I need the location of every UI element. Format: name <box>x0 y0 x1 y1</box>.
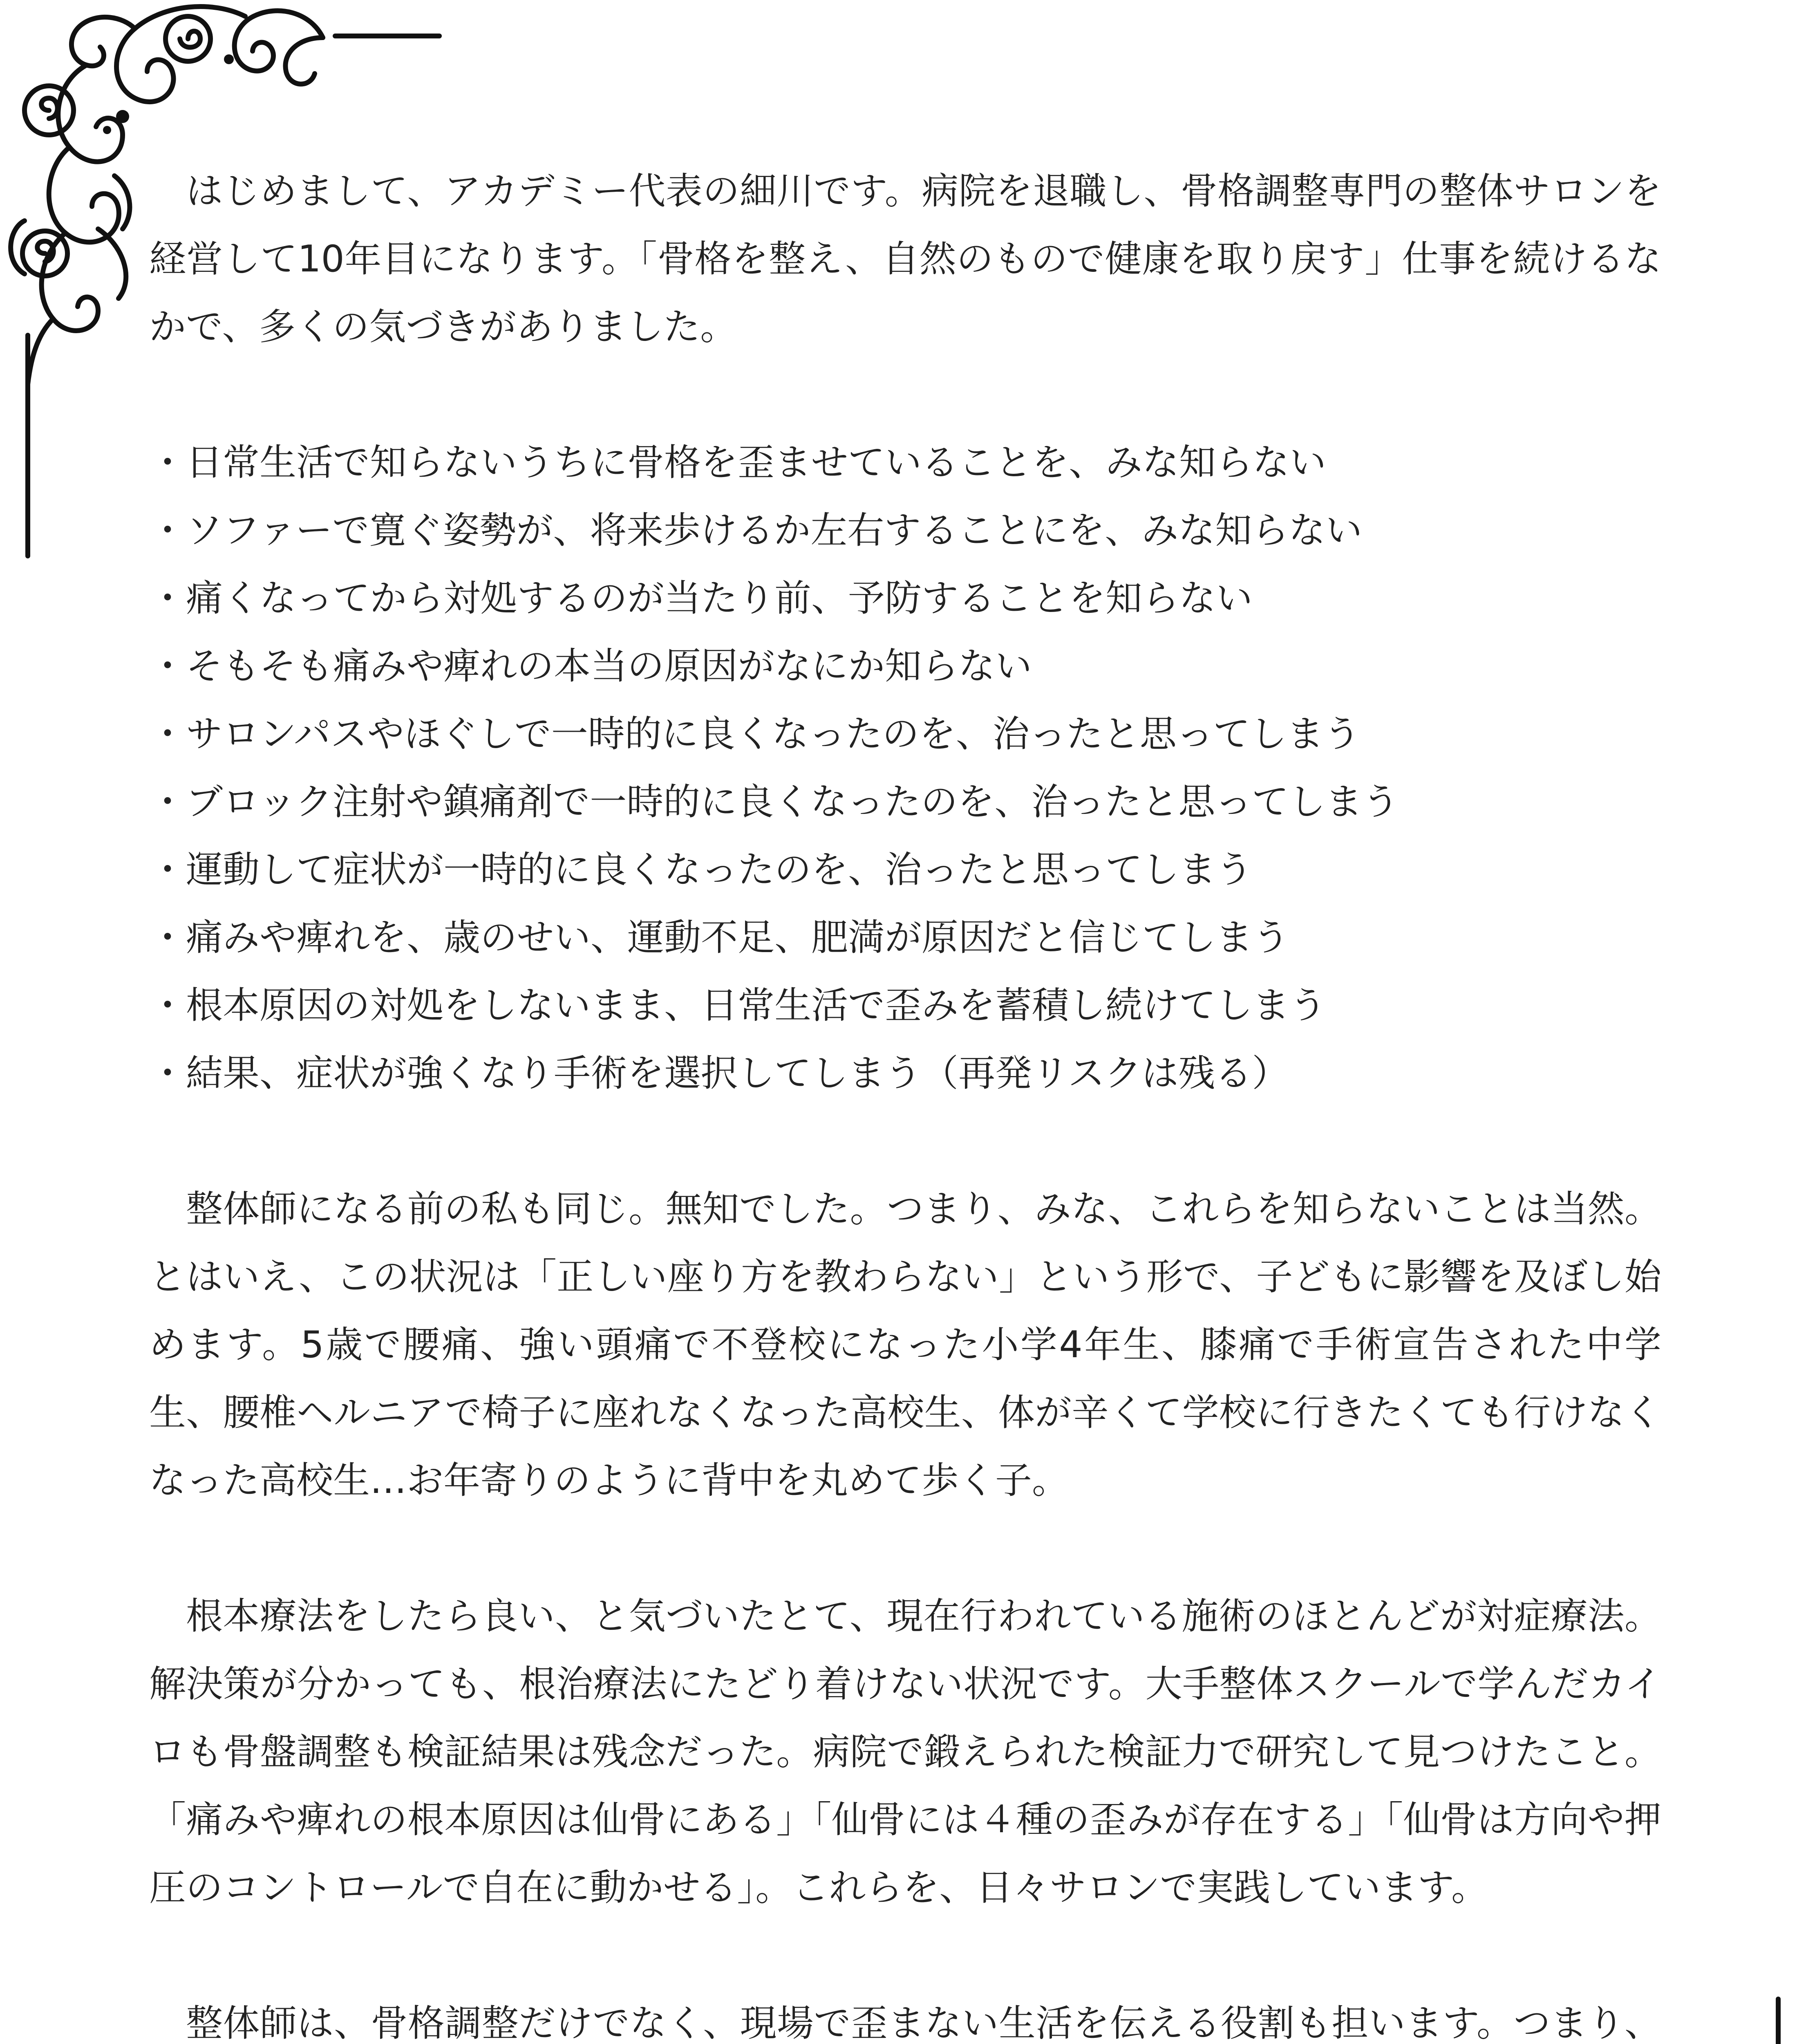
paragraph-recruitment: 整体師は、骨格調整だけでなく、現場で歪まない生活を伝える役割も担います。つまり、 <box>186 2002 1661 2044</box>
list-item: ・結果、症状が強くなり手術を選択してしまう（再発リスクは残る） <box>149 1052 1289 1095</box>
list-item: ・サロンパスやほぐしで一時的に良くなったのを、治ったと思ってしまう <box>149 713 1361 755</box>
observation-list <box>149 429 1661 1107</box>
paragraph-spacer <box>149 1107 1661 1175</box>
list-item: ・根本原因の対処をしないまま、日常生活で歪みを蓄積し続けてしまう <box>149 984 1326 1027</box>
list-item: ・ブロック注射や鎮痛剤で一時的に良くなったのを、治ったと思ってしまう <box>149 780 1399 823</box>
list-item: ・ソファーで寛ぐ姿勢が、将来歩けるか左右することにを、みな知らない <box>149 509 1363 552</box>
intro-paragraph: はじめまして、アカデミー代表の細川です。病院を退職し、骨格調整専門の整体サロンを経営して10年目になります。「骨格を整え、自然のもので健康を取り戻す」仕事を続けるなかで、多くの気づきがありました。 <box>149 170 1661 348</box>
list-item: ・運動して症状が一時的に良くなったのを、治ったと思ってしまう <box>149 848 1253 891</box>
paragraph-spacer <box>149 1515 1661 1582</box>
paragraph-spacer <box>149 1922 1661 1990</box>
paragraph-ignorance: 整体師になる前の私も同じ。無知でした。つまり、みな、これらを知らないことは当然。とはいえ、この状況は「正しい座り方を教わらない」という形で、子どもに影響を及ぼし始めます。5歳で腰痛、強い頭痛で不登校になった小学4年生、膝痛で手術宣告された中学生、腰椎ヘルニアで椅子に座れなくなった高校生、体が辛くて学校に行きたくても行けなくなった高校生…お年寄りのように背中を丸めて歩く子。 <box>149 1188 1661 1502</box>
list-item: ・そもそも痛みや痺れの本当の原因がなにか知らない <box>149 645 1032 688</box>
list-item: ・痛みや痺れを、歳のせい、運動不足、肥満が原因だと信じてしまう <box>149 916 1289 959</box>
letter-body <box>149 157 1661 2044</box>
paragraph-spacer <box>149 361 1661 429</box>
list-item: ・日常生活で知らないうちに骨格を歪ませていることを、みな知らない <box>149 441 1326 484</box>
list-item: ・痛くなってから対処するのが当たり前、予防することを知らない <box>149 577 1253 620</box>
paragraph-root-therapy: 根本療法をしたら良い、と気づいたとて、現在行われている施術のほとんどが対症療法。解決策が分かっても、根治療法にたどり着けない状況です。大手整体スクールで学んだカイロも骨盤調整も検証結果は残念だった。病院で鍛えられた検証力で研究して見つけたこと。「痛みや痺れの根本原因は仙骨にある」「仙骨には４種の歪みが存在する」「仙骨は方向や押圧のコントロールで自在に動かせる」。これらを、日々サロンで実践しています。 <box>149 1595 1661 1909</box>
